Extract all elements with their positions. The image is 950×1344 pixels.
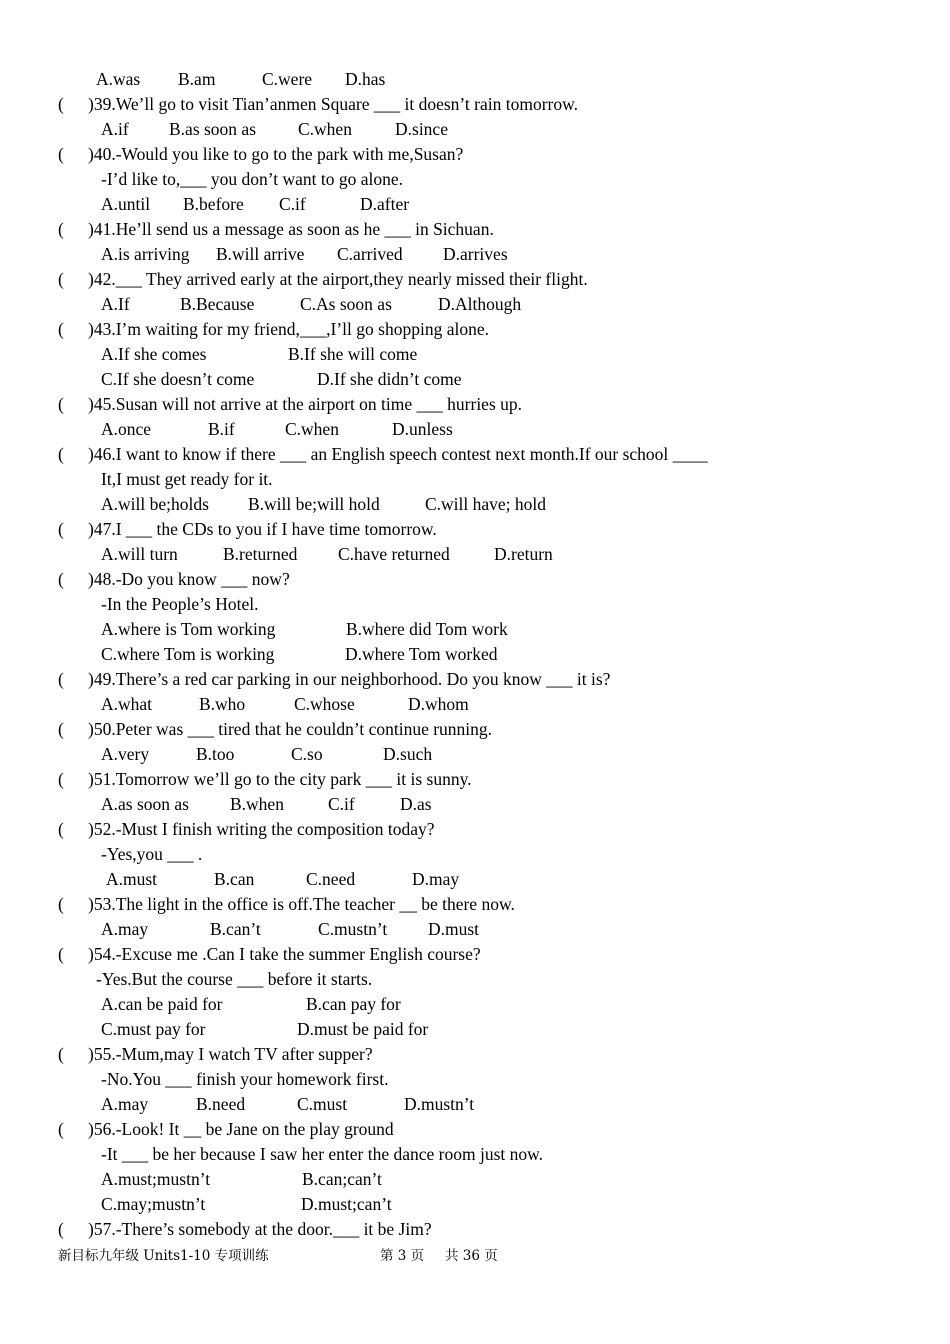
option-text: A.is arriving [101,244,190,264]
option-text: C.where Tom is working [101,644,275,664]
option-text: B.if [208,419,235,439]
answer-blank-bracket: ( [58,269,64,289]
option-text: C.must pay for [101,1019,206,1039]
option-text: -No.You ___ finish your homework first. [101,1069,389,1089]
answer-blank-bracket: ( [58,1119,64,1139]
answer-blank-bracket: ( [58,1044,64,1064]
option-text: D.whom [408,694,469,714]
question-text: )57.-There’s somebody at the door.___ it be Jim? [88,1219,432,1239]
option-text: D.has [345,69,386,89]
footer-title: 新目标九年级 Units1-10 专项训练 [58,1248,269,1264]
option-text: B.can pay for [306,994,401,1014]
question-text: )48.-Do you know ___ now? [88,569,290,589]
question-text: )56.-Look! It __ be Jane on the play ground [88,1119,394,1139]
question-text: )39.We’ll go to visit Tian’anmen Square ___ it doesn’t rain tomorrow. [88,94,578,114]
option-text: B.Because [180,294,255,314]
option-text: B.too [196,744,235,764]
option-text: B.will arrive [216,244,305,264]
option-text: D.since [395,119,448,139]
question-text: )42.___ They arrived early at the airport,they nearly missed their flight. [88,269,588,289]
option-text: A.may [101,1094,149,1114]
option-text: B.who [199,694,246,714]
option-text: A.must;mustn’t [101,1169,211,1189]
option-text: D.as [400,794,432,814]
question-text: )47.I ___ the CDs to you if I have time tomorrow. [88,519,437,539]
option-text: D.Although [438,294,522,314]
option-text: -It ___ be her because I saw her enter the dance room just now. [101,1144,544,1164]
question-text: )52.-Must I finish writing the composition today? [88,819,435,839]
option-text: A.will turn [101,544,178,564]
option-text: D.where Tom worked [345,644,498,664]
option-text: C.were [262,69,313,89]
option-text: B.If she will come [288,344,418,364]
option-text: A.once [101,419,152,439]
option-text: D.such [383,744,433,764]
footer-total-pages: 共 36 页 [445,1248,498,1264]
question-text: )40.-Would you like to go to the park with me,Susan? [88,144,464,164]
question-text: )45.Susan will not arrive at the airport on time ___ hurries up. [88,394,523,414]
option-text: D.unless [392,419,453,439]
option-text: C.will have; hold [425,494,547,514]
option-text: C.when [285,419,339,439]
option-text: D.arrives [443,244,508,264]
answer-blank-bracket: ( [58,219,64,239]
option-text: B.where did Tom work [346,619,508,639]
option-text: D.return [494,544,553,564]
option-text: It,I must get ready for it. [101,469,273,489]
answer-blank-bracket: ( [58,819,64,839]
answer-blank-bracket: ( [58,769,64,789]
option-text: C.if [279,194,306,214]
option-text: B.am [178,69,216,89]
answer-blank-bracket: ( [58,669,64,689]
option-text: C.mustn’t [318,919,388,939]
option-text: C.must [297,1094,348,1114]
option-text: C.arrived [337,244,403,264]
answer-blank-bracket: ( [58,319,64,339]
option-text: C.may;mustn’t [101,1194,206,1214]
option-text: C.If she doesn’t come [101,369,255,389]
answer-blank-bracket: ( [58,1219,64,1239]
answer-blank-bracket: ( [58,94,64,114]
option-text: B.can’t [210,919,261,939]
answer-blank-bracket: ( [58,944,64,964]
option-text: D.after [360,194,410,214]
option-text: D.mustn’t [404,1094,475,1114]
question-text: )54.-Excuse me .Can I take the summer English course? [88,944,481,964]
option-text: C.so [291,744,323,764]
option-text: A.can be paid for [101,994,223,1014]
option-text: D.must;can’t [301,1194,392,1214]
option-text: D.If she didn’t come [317,369,462,389]
footer-page-number: 第 3 页 [380,1248,425,1264]
option-text: B.can;can’t [302,1169,382,1189]
question-text: )43.I’m waiting for my friend,___,I’ll go shopping alone. [88,319,489,339]
option-text: B.when [230,794,284,814]
option-text: -In the People’s Hotel. [101,594,259,614]
option-text: A.may [101,919,149,939]
option-text: A.was [96,69,141,89]
option-text: D.must be paid for [297,1019,429,1039]
answer-blank-bracket: ( [58,894,64,914]
option-text: A.as soon as [101,794,189,814]
option-text: C.need [306,869,356,889]
option-text: D.may [412,869,460,889]
option-text: B.will be;will hold [248,494,380,514]
option-text: A.where is Tom working [101,619,276,639]
option-text: -Yes,you ___ . [101,844,203,864]
answer-blank-bracket: ( [58,519,64,539]
option-text: -I’d like to,___ you don’t want to go alone. [101,169,403,189]
option-text: A.If [101,294,130,314]
answer-blank-bracket: ( [58,569,64,589]
question-text: )55.-Mum,may I watch TV after supper? [88,1044,373,1064]
option-text: D.must [428,919,480,939]
answer-blank-bracket: ( [58,394,64,414]
option-text: -Yes.But the course ___ before it starts. [96,969,373,989]
option-text: A.if [101,119,129,139]
question-text: )50.Peter was ___ tired that he couldn’t continue running. [88,719,493,739]
question-text: )51.Tomorrow we’ll go to the city park ___ it is sunny. [88,769,472,789]
option-text: C.when [298,119,352,139]
option-text: A.If she comes [101,344,207,364]
question-text: )46.I want to know if there ___ an English speech contest next month.If our school ____ [88,444,708,464]
answer-blank-bracket: ( [58,444,64,464]
option-text: B.before [183,194,244,214]
answer-blank-bracket: ( [58,144,64,164]
option-text: A.until [101,194,151,214]
question-text: )41.He’ll send us a message as soon as he ___ in Sichuan. [88,219,494,239]
question-text: )53.The light in the office is off.The teacher __ be there now. [88,894,515,914]
option-text: A.must [106,869,158,889]
option-text: B.returned [223,544,298,564]
option-text: B.as soon as [169,119,257,139]
option-text: B.can [214,869,255,889]
option-text: C.As soon as [300,294,392,314]
option-text: A.very [101,744,150,764]
option-text: C.if [328,794,355,814]
option-text: B.need [196,1094,246,1114]
option-text: A.will be;holds [101,494,209,514]
question-text: )49.There’s a red car parking in our neighborhood. Do you know ___ it is? [88,669,611,689]
answer-blank-bracket: ( [58,719,64,739]
option-text: C.whose [294,694,355,714]
option-text: A.what [101,694,153,714]
option-text: C.have returned [338,544,450,564]
